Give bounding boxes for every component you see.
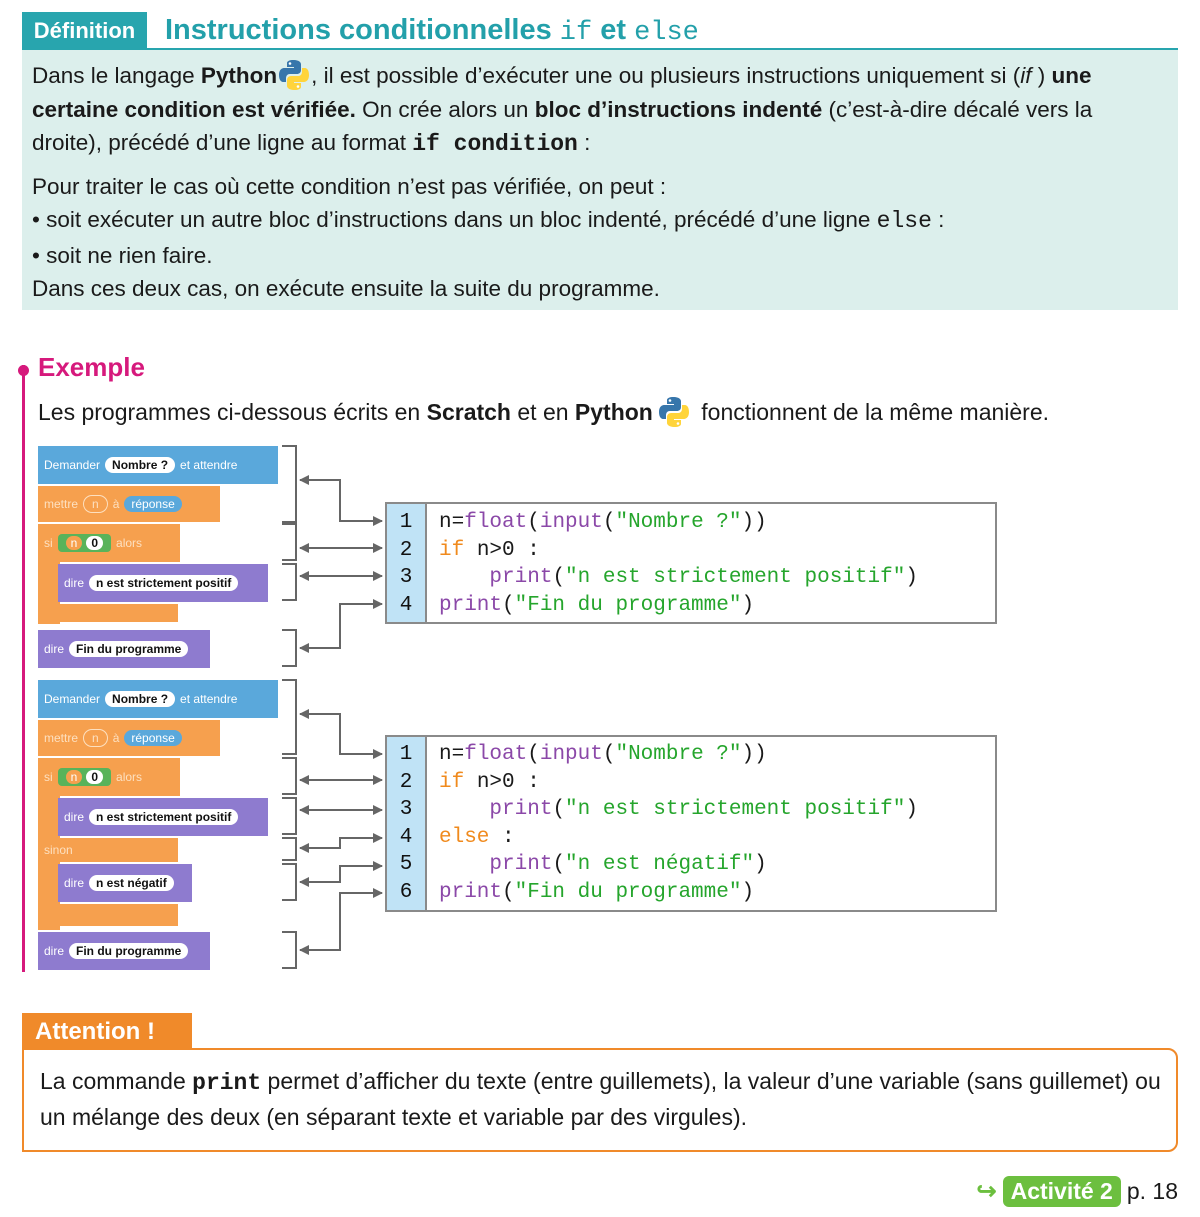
- code-line: [439, 824, 515, 852]
- code-line: [439, 592, 754, 620]
- scratch-say-negative-block: dire n est négatif: [58, 864, 192, 902]
- scratch-condition: n 0: [58, 768, 111, 786]
- code-token: [439, 798, 489, 821]
- code-token: (: [527, 743, 540, 766]
- code-token: print: [439, 593, 503, 617]
- code-line: [439, 851, 767, 879]
- bracket: [282, 446, 296, 522]
- line-number: 4: [399, 825, 413, 849]
- code-line: [439, 509, 767, 537]
- code-token: n=: [439, 743, 465, 766]
- example-intro: Les programmes ci-dessous écrits en Scratch et en Python fonctionnent de la même manière.: [38, 395, 1049, 429]
- line-number: 4: [399, 593, 413, 617]
- code-token: "n est strictement positif": [565, 798, 906, 821]
- definition-conclusion: Dans ces deux cas, on exécute ensuite la suite du programme.: [32, 276, 660, 301]
- arrow-right-icon: ↪: [976, 1178, 997, 1205]
- bracket: [282, 524, 296, 560]
- code-line: [439, 879, 754, 907]
- definition-bullet-1: • soit exécuter un autre bloc d’instructions dans un bloc indenté, précédé d’une ligne else :: [32, 207, 945, 234]
- code-token: ): [905, 566, 918, 589]
- code-token: "Fin du programme": [514, 880, 742, 904]
- bracket: [282, 564, 296, 600]
- code-token: "Fin du programme": [514, 593, 742, 617]
- attention-tag: Attention !: [22, 1013, 192, 1050]
- code-token: (: [602, 743, 616, 766]
- scratch-say-end-block: dire Fin du programme: [38, 630, 210, 668]
- code-token: if: [439, 538, 465, 562]
- code-token: input: [539, 511, 603, 534]
- line-number: 5: [399, 853, 413, 876]
- definition-paragraph-1: Dans le langage Python , il est possible d’exécuter une ou plusieurs instructions uniquement si (if ) une certaine condition est vérifiée. On crée alors un bloc d’instructions indenté (c’est-à-dire décalé vers la droite), précédé d’une ligne au format if condition :: [32, 58, 1162, 162]
- code-token: )): [741, 511, 767, 534]
- code-token: ): [754, 853, 767, 876]
- line-number: 2: [399, 538, 413, 562]
- code-token: (: [552, 566, 566, 589]
- code-token: (: [502, 593, 515, 617]
- line-number: 3: [399, 798, 413, 821]
- scratch-say-end-block: dire Fin du programme: [38, 932, 210, 970]
- code-token: )): [741, 743, 767, 766]
- line-number: 2: [399, 770, 413, 794]
- scratch-if-block: si n 0 alors: [38, 758, 180, 796]
- example-title: Exemple: [38, 352, 145, 382]
- activity-reference[interactable]: [976, 1176, 1178, 1207]
- activity-badge[interactable]: Activité 2: [1003, 1176, 1121, 1207]
- attention-box: [22, 1048, 1178, 1152]
- code-token: input: [539, 743, 603, 766]
- code-token: (: [552, 853, 566, 876]
- code-line: [439, 796, 918, 824]
- code-token: "n est négatif": [565, 853, 755, 876]
- code-token: ): [741, 880, 755, 904]
- code-token: "n est strictement positif": [565, 566, 906, 589]
- code-token: (: [527, 511, 540, 534]
- definition-paragraph-2: Pour traiter le cas où cette condition n’est pas vérifiée, on peut :: [32, 173, 667, 199]
- code-token: n=: [439, 511, 465, 534]
- code-token: (: [552, 798, 566, 821]
- definition-tag: Définition: [22, 12, 147, 49]
- line-number: 1: [399, 743, 413, 766]
- code-token: print: [489, 853, 553, 876]
- code-line: [439, 564, 918, 592]
- code-token: ): [741, 593, 755, 617]
- line-number: 3: [399, 566, 413, 589]
- code-token: n>0 :: [464, 538, 540, 562]
- code-token: [439, 566, 489, 589]
- code-line: [439, 769, 540, 797]
- scratch-ask-block: Demander Nombre ? et attendre: [38, 446, 278, 484]
- line-number: 6: [399, 880, 413, 904]
- scratch-else-block: sinon: [38, 838, 178, 862]
- attention-text: La commande print permet d’afficher du texte (entre guillemets), la valeur d’une variable (sans guillemet) ou un mélange des deux (en séparant texte et variable par des virgules).: [40, 1068, 1161, 1130]
- scratch-ask-block: Demander Nombre ? et attendre: [38, 680, 278, 718]
- code-token: (: [502, 880, 515, 904]
- code-token: "Nombre ?": [615, 743, 742, 766]
- bracket: [282, 630, 296, 666]
- code-token: ): [905, 798, 918, 821]
- code-token: float: [464, 511, 528, 534]
- scratch-if-block: si n 0 alors: [38, 524, 180, 562]
- code-token: print: [489, 566, 553, 589]
- python-code-box-1: [385, 502, 997, 624]
- definition-bullet-2: • soit ne rien faire.: [32, 242, 213, 268]
- code-token: :: [489, 825, 515, 849]
- scratch-say-positive-block: dire n est strictement positif: [58, 564, 268, 602]
- scratch-condition: n 0: [58, 534, 111, 552]
- code-token: else: [439, 825, 490, 849]
- line-number: 1: [399, 511, 413, 534]
- code-token: n>0 :: [464, 770, 540, 794]
- code-line: [439, 537, 540, 565]
- code-token: "Nombre ?": [615, 511, 742, 534]
- definition-title: Instructions conditionnelles if et else: [165, 14, 699, 48]
- python-code-box-2: [385, 735, 997, 912]
- code-token: print: [439, 880, 503, 904]
- page-reference: p. 18: [1126, 1178, 1178, 1204]
- code-token: float: [464, 743, 528, 766]
- scratch-set-block: mettre n à réponse: [38, 486, 220, 522]
- code-token: [439, 853, 489, 876]
- code-token: print: [489, 798, 553, 821]
- code-token: (: [602, 511, 616, 534]
- scratch-set-block: mettre n à réponse: [38, 720, 220, 756]
- code-token: if: [439, 770, 465, 794]
- code-line: [439, 741, 767, 769]
- scratch-say-positive-block: dire n est strictement positif: [58, 798, 268, 836]
